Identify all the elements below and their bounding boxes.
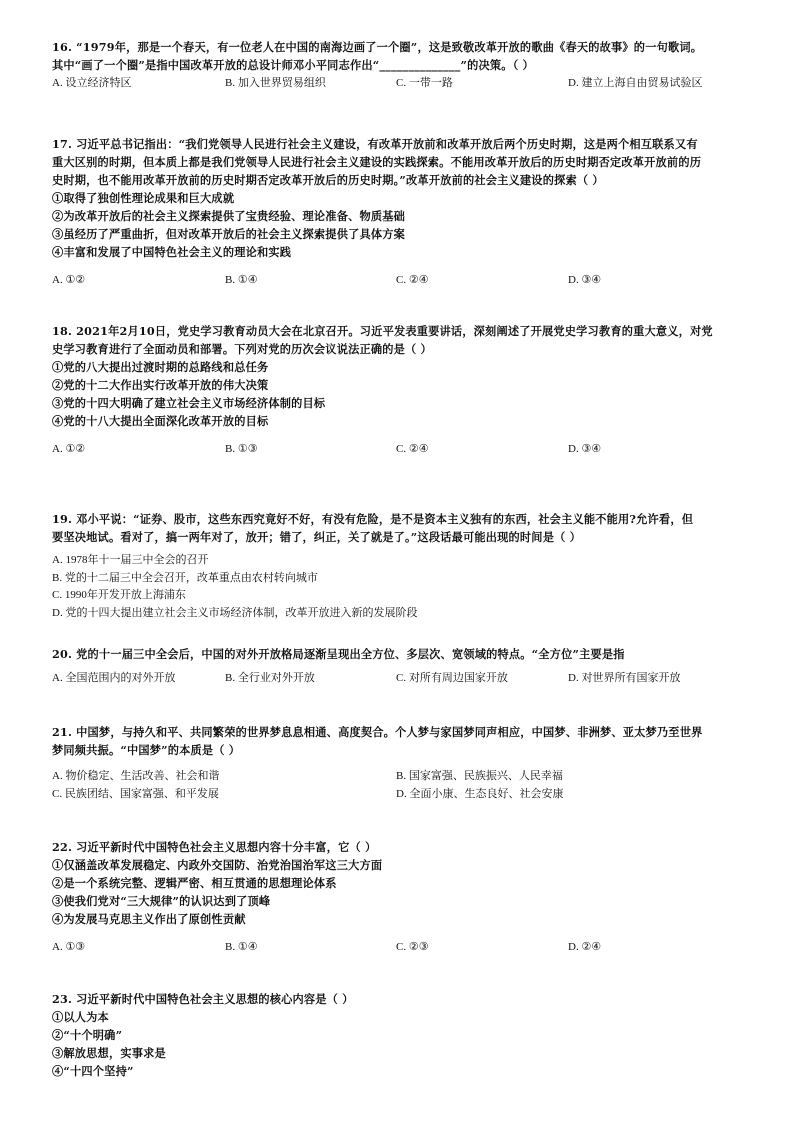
statement-3: ③使我们党对“三大规律”的认识达到了顶峰 [52,894,271,908]
question-22 [52,838,752,956]
option-c[interactable]: C. 民族团结、国家富强、和平发展 [52,788,219,800]
question-16-stem-line-2: 其中“画了一个圈”是指中国改革开放的总设计师邓小平同志作出“______________”的决策。（ ） [52,58,534,72]
option-b[interactable]: B. ①③ [225,443,258,455]
option-d[interactable]: D. 对世界所有国家开放 [568,672,681,684]
question-17-stem-line-3: 史时期，也不能用改革开放前的历史时期否定改革开放后的历史时期。”改革开放前的社会主义建设的探索（ ） [52,173,604,187]
question-17-stem-line-1: 17. 习近平总书记指出：“我们党领导人民进行社会主义建设，有改革开放前和改革开放后两个历史时期，这是两个相互联系又有 [52,137,698,151]
statement-1: ①取得了独创性理论成果和巨大成就 [52,191,235,205]
option-d[interactable]: D. 党的十四大提出建立社会主义市场经济体制，改革开放进入新的发展阶段 [52,606,418,619]
option-a[interactable]: A. ①② [52,443,86,455]
option-c[interactable]: C. ②③ [396,941,429,953]
option-d[interactable]: D. 建立上海自由贸易试验区 [568,77,703,89]
question-17-stem-line-2: 重大区别的时期，但本质上都是我们党领导人民进行社会主义建设的实践探索。不能用改革开放后的历史时期否定改革开放前的历 [52,155,702,169]
question-16-stem-line-1: 16. “1979年，那是一个春天，有一位老人在中国的南海边画了一个圈”，这是致敬改革开放的歌曲《春天的故事》的一句歌词。 [52,40,703,54]
question-21-options-row-2 [52,785,752,803]
option-d[interactable]: D. ③④ [568,274,602,286]
option-c[interactable]: C. ②④ [396,443,429,455]
question-19-stem-line-1: 19. 邓小平说：“证券、股市，这些东西究竟好不好，有没有危险，是不是资本主义独有的东西，社会主义能不能用?允许看，但 [52,512,694,526]
statement-2: ②党的十二大作出实行改革开放的伟大决策 [52,378,269,392]
statement-4: ④丰富和发展了中国特色社会主义的理论和实践 [52,245,292,259]
question-22-options [52,938,752,956]
question-18-stem-line-1: 18. 2021年2月10日，党史学习教育动员大会在北京召开。习近平发表重要讲话，深刻阐述了开展党史学习教育的重大意义，对党 [52,324,713,338]
option-a[interactable]: A. 全国范围内的对外开放 [52,672,176,684]
question-16 [52,38,752,92]
question-21-stem-line-2: 梦同频共振。“中国梦”的本质是（ ） [52,743,241,757]
option-a[interactable]: A. 设立经济特区 [52,77,132,89]
option-b[interactable]: B. ①④ [225,274,258,286]
question-17-options [52,271,752,289]
option-b[interactable]: B. 党的十二届三中全会召开，改革重点由农村转向城市 [52,571,318,584]
question-20 [52,645,752,687]
option-b[interactable]: B. 国家富强、民族振兴、人民幸福 [396,770,563,782]
option-c[interactable]: C. ②④ [396,274,429,286]
question-19-stem-line-2: 要坚决地试。看对了，搞一两年对了，放开；错了，纠正，关了就是了。”这段话最可能出现的时间是（ ） [52,530,581,544]
statement-1: ①党的八大提出过渡时期的总路线和总任务 [52,360,269,374]
statement-3: ③解放思想，实事求是 [52,1046,166,1060]
question-20-stem: 20. 党的十一届三中全会后，中国的对外开放格局逐渐呈现出全方位、多层次、宽领域的特点。“全方位”主要是指 [52,647,625,661]
statement-1: ①以人为本 [52,1010,109,1024]
option-d[interactable]: D. ③④ [568,443,602,455]
question-21-options-row-1 [52,767,752,785]
question-18-stem-line-2: 史学习教育进行了全面动员和部署。下列对党的历次会议说法正确的是（ ） [52,342,432,356]
option-a[interactable]: A. ①② [52,274,86,286]
statement-4: ④为发展马克思主义作出了原创性贡献 [52,912,246,926]
option-c[interactable]: C. 一带一路 [396,77,453,89]
question-18-options [52,440,752,458]
option-d[interactable]: D. ②④ [568,941,602,953]
question-23-stem: 23. 习近平新时代中国特色社会主义思想的核心内容是（ ） [52,992,354,1006]
option-d[interactable]: D. 全面小康、生态良好、社会安康 [396,788,564,800]
question-18 [52,322,752,458]
question-20-options [52,669,752,687]
question-21-stem-line-1: 21. 中国梦，与持久和平、共同繁荣的世界梦息息相通、高度契合。个人梦与家国梦同声相应，中国梦、非洲梦、亚太梦乃至世界 [52,725,703,739]
statement-2: ②为改革开放后的社会主义探索提供了宝贵经验、理论准备、物质基础 [52,209,406,223]
question-19 [52,510,752,622]
option-a[interactable]: A. ①③ [52,941,86,953]
statement-2: ②是一个系统完整、逻辑严密、相互贯通的思想理论体系 [52,876,337,890]
option-a[interactable]: A. 物价稳定、生活改善、社会和谐 [52,770,220,782]
option-c[interactable]: C. 对所有周边国家开放 [396,672,508,684]
question-22-stem: 22. 习近平新时代中国特色社会主义思想内容十分丰富，它（ ） [52,840,377,854]
option-c[interactable]: C. 1990年开发开放上海浦东 [52,589,186,601]
question-23 [52,990,752,1080]
statement-4: ④党的十八大提出全面深化改革开放的目标 [52,414,269,428]
statement-2: ②“十个明确” [52,1028,123,1042]
statement-3: ③党的十四大明确了建立社会主义市场经济体制的目标 [52,396,326,410]
question-21 [52,723,752,803]
option-b[interactable]: B. ①④ [225,941,258,953]
question-17 [52,135,752,289]
statement-3: ③虽经历了严重曲折，但对改革开放后的社会主义探索提供了具体方案 [52,227,406,241]
statement-4: ④“十四个坚持” [52,1064,134,1078]
option-b[interactable]: B. 全行业对外开放 [225,672,315,684]
question-16-options [52,74,752,92]
option-b[interactable]: B. 加入世界贸易组织 [225,77,326,89]
option-a[interactable]: A. 1978年十一届三中全会的召开 [52,554,209,566]
statement-1: ①仅涵盖改革发展稳定、内政外交国防、治党治国治军这三大方面 [52,858,383,872]
